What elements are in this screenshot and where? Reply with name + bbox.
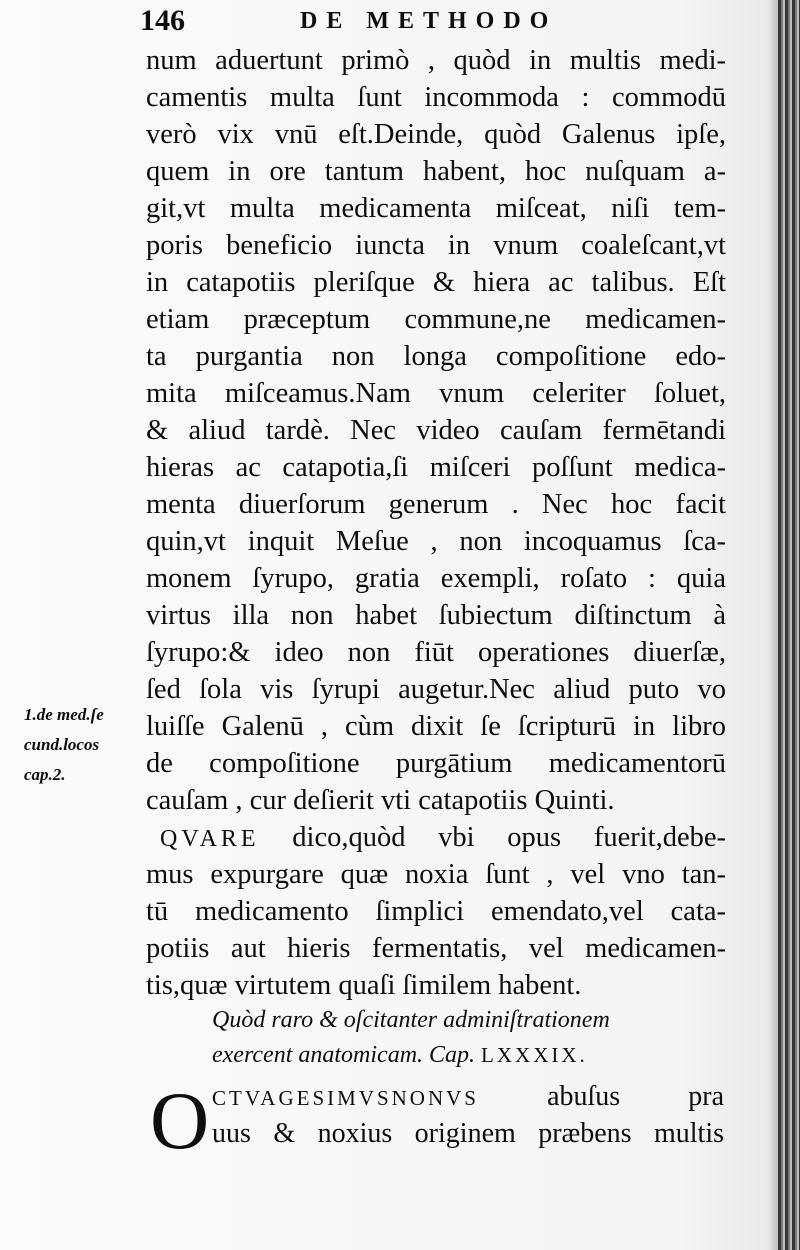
rubric-italic: exercent anatomicam. Cap.	[212, 1042, 482, 1068]
text-line: etiam præceptum commune,ne medicamen-	[146, 304, 726, 335]
text-line: camentis multa ſunt incommoda : commodū	[146, 82, 726, 113]
text-line: cauſam , cur deſierit vti catapotiis Quinti.	[146, 785, 615, 816]
text-line: virtus illa non habet ſubiectum diſtinctum à	[146, 600, 726, 631]
text-line: ſyrupo:& ideo non fiūt operationes diuerſæ,	[146, 637, 726, 668]
paragraph-lead-caps: QVARE	[160, 826, 260, 852]
margin-note-line: 1.de med.ſe	[24, 705, 104, 724]
paragraph-opening-line	[146, 819, 726, 856]
rubric-line	[212, 1038, 682, 1073]
page-number: 146	[140, 4, 185, 37]
page-edge-stack	[778, 0, 800, 1250]
paragraph-lead-rest: dico,quòd vbi opus fuerit,debe-	[259, 822, 726, 853]
rubric-line: Quòd raro & oſcitanter adminiſtrationem	[212, 1007, 610, 1033]
main-text	[146, 42, 726, 1004]
page-gutter-shadow	[768, 0, 778, 1250]
text-line: luiſſe Galenū , cùm dixit ſe ſcripturū in libro	[146, 711, 726, 742]
margin-note-line: cap.2.	[24, 765, 66, 784]
chapter-number: LXXXIX.	[481, 1043, 588, 1067]
marginal-reference	[24, 700, 139, 790]
text-line: in catapotiis pleriſque & hiera ac talibus. Eſt	[146, 267, 726, 298]
margin-note-line: cund.locos	[24, 735, 100, 754]
text-line: & aliud tardè. Nec video cauſam fermētandi	[146, 415, 726, 446]
opening-line	[212, 1078, 724, 1115]
text-line: potiis aut hieris fermentatis, vel medicamen-	[146, 933, 726, 964]
text-line: uus & noxius originem præbens multis	[212, 1118, 724, 1149]
chapter-rubric	[212, 1003, 682, 1073]
opening-rest: abuſus pra	[478, 1081, 724, 1112]
text-line: mus expurgare quæ noxia ſunt , vel vno tan-	[146, 859, 726, 890]
text-line: ta purgantia non longa compoſitione edo-	[146, 341, 726, 372]
text-line: hieras ac catapotia,ſi miſceri poſſunt medica-	[146, 452, 726, 483]
text-line: mita miſceamus.Nam vnum celeriter ſoluet,	[146, 378, 726, 409]
text-line: quin,vt inquit Meſue , non incoquamus ſca-	[146, 526, 726, 557]
text-line: verò vix vnū eſt.Deinde, quòd Galenus ipſe,	[146, 119, 726, 150]
text-line: num aduertunt primò , quòd in multis medi-	[146, 45, 726, 76]
drop-cap: O	[150, 1075, 210, 1166]
text-line: quem in ore tantum habent, hoc nuſquam a-	[146, 156, 726, 187]
text-line: tis,quæ virtutem quaſi ſimilem habent.	[146, 970, 582, 1001]
opening-caps: CTVAGESIMVSNONVS	[212, 1086, 479, 1110]
text-line: menta diuerſorum generum . Nec hoc facit	[146, 489, 726, 520]
text-line: git,vt multa medicamenta miſceat, niſi tem-	[146, 193, 726, 224]
page-header	[140, 4, 780, 40]
text-line: poris beneficio iuncta in vnum coaleſcant,vt	[146, 230, 726, 261]
running-head: DE METHODO	[300, 8, 558, 34]
text-line: de compoſitione purgātium medicamentorū	[146, 748, 726, 779]
text-line: ſed ſola vis ſyrupi augetur.Nec aliud puto vo	[146, 674, 726, 705]
text-line: monem ſyrupo, gratia exempli, roſato : quia	[146, 563, 726, 594]
text-line: tū medicamento ſimplici emendato,vel cata-	[146, 896, 726, 927]
